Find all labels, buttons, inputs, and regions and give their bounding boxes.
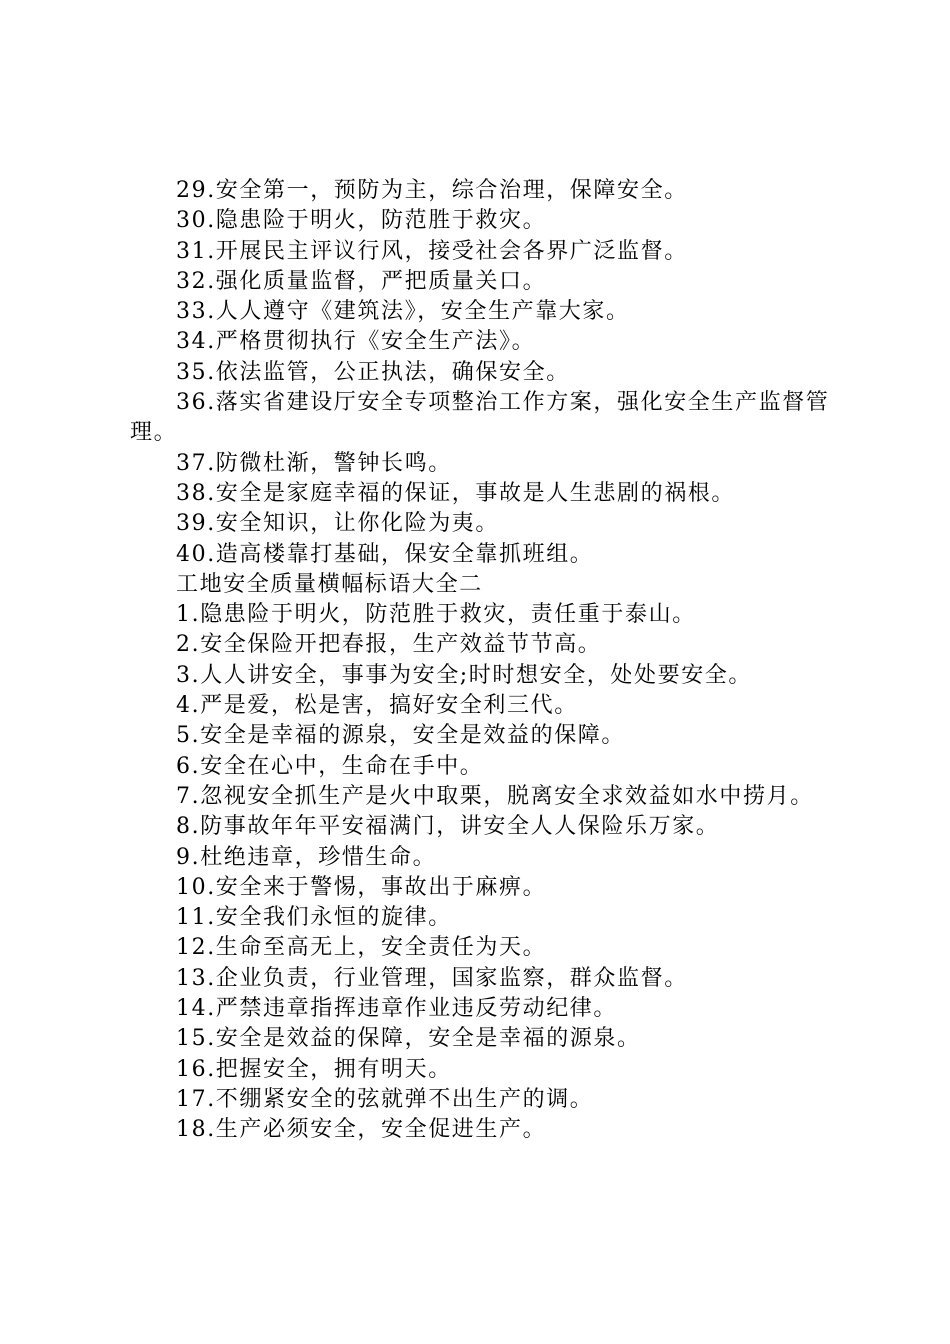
list-item: 10.安全来于警惕，事故出于麻痹。 [176,874,547,900]
list-item: 5.安全是幸福的源泉，安全是效益的保障。 [176,723,625,749]
list-item [130,782,835,812]
list-item: 39.安全知识，让你化险为夷。 [176,511,499,537]
list-item: 35.依法监管，公正执法，确保安全。 [176,359,570,385]
section-heading: 工地安全质量横幅标语大全二 [176,571,483,597]
list-item: 37.防微杜渐，警钟长鸣。 [176,450,452,476]
list-item: 40.造高楼靠打基础，保安全靠抓班组。 [176,541,594,567]
list-item-text: 7.忽视安全抓生产是火中取栗，脱离安全求效益如水中捞月。 [176,783,814,809]
list-item: 38.安全是家庭幸福的保证，事故是人生悲剧的祸根。 [176,480,735,506]
list-item: 14.严禁违章指挥违章作业违反劳动纪律。 [176,996,617,1022]
list-item: 16.把握安全，拥有明天。 [176,1056,452,1082]
list-item: 2.安全保险开把春报，生产效益节节高。 [176,632,602,658]
list-item: 9.杜绝违章，珍惜生命。 [176,844,437,870]
list-item: 18.生产必须安全，安全促进生产。 [176,1117,547,1143]
list-item: 8.防事故年年平安福满门，讲安全人人保险乐万家。 [176,814,720,840]
list-item-text: 36.落实省建设厅安全专项整治工作方案，强化安全生产监督管理。 [130,390,830,446]
list-item: 34.严格贯彻执行《安全生产法》。 [176,329,536,355]
list-item: 15.安全是效益的保障，安全是幸福的源泉。 [176,1026,641,1052]
list-item: 6.安全在心中，生命在手中。 [176,753,484,779]
list-item: 11.安全我们永恒的旋律。 [176,905,452,931]
list-item [130,388,835,449]
list-item: 4.严是爱，松是害，搞好安全利三代。 [176,693,578,719]
list-item: 13.企业负责，行业管理，国家监察，群众监督。 [176,965,688,991]
list-item: 29.安全第一，预防为主，综合治理，保障安全。 [176,178,688,203]
list-item: 12.生命至高无上，安全责任为天。 [176,935,547,961]
list-item: 31.开展民主评议行风，接受社会各界广泛监督。 [176,238,688,264]
document-body [130,176,835,1146]
list-item: 17.不绷紧安全的弦就弹不出生产的调。 [176,1086,594,1112]
list-item: 3.人人讲安全，事事为安全;时时想安全，处处要安全。 [176,662,753,688]
list-item: 33.人人遵守《建筑法》，安全生产靠大家。 [176,299,630,325]
list-item: 30.隐患险于明火，防范胜于救灾。 [176,208,547,234]
list-item: 32.强化质量监督，严把质量关口。 [176,268,547,294]
list-item: 1.隐患险于明火，防范胜于救灾，责任重于泰山。 [176,602,696,628]
